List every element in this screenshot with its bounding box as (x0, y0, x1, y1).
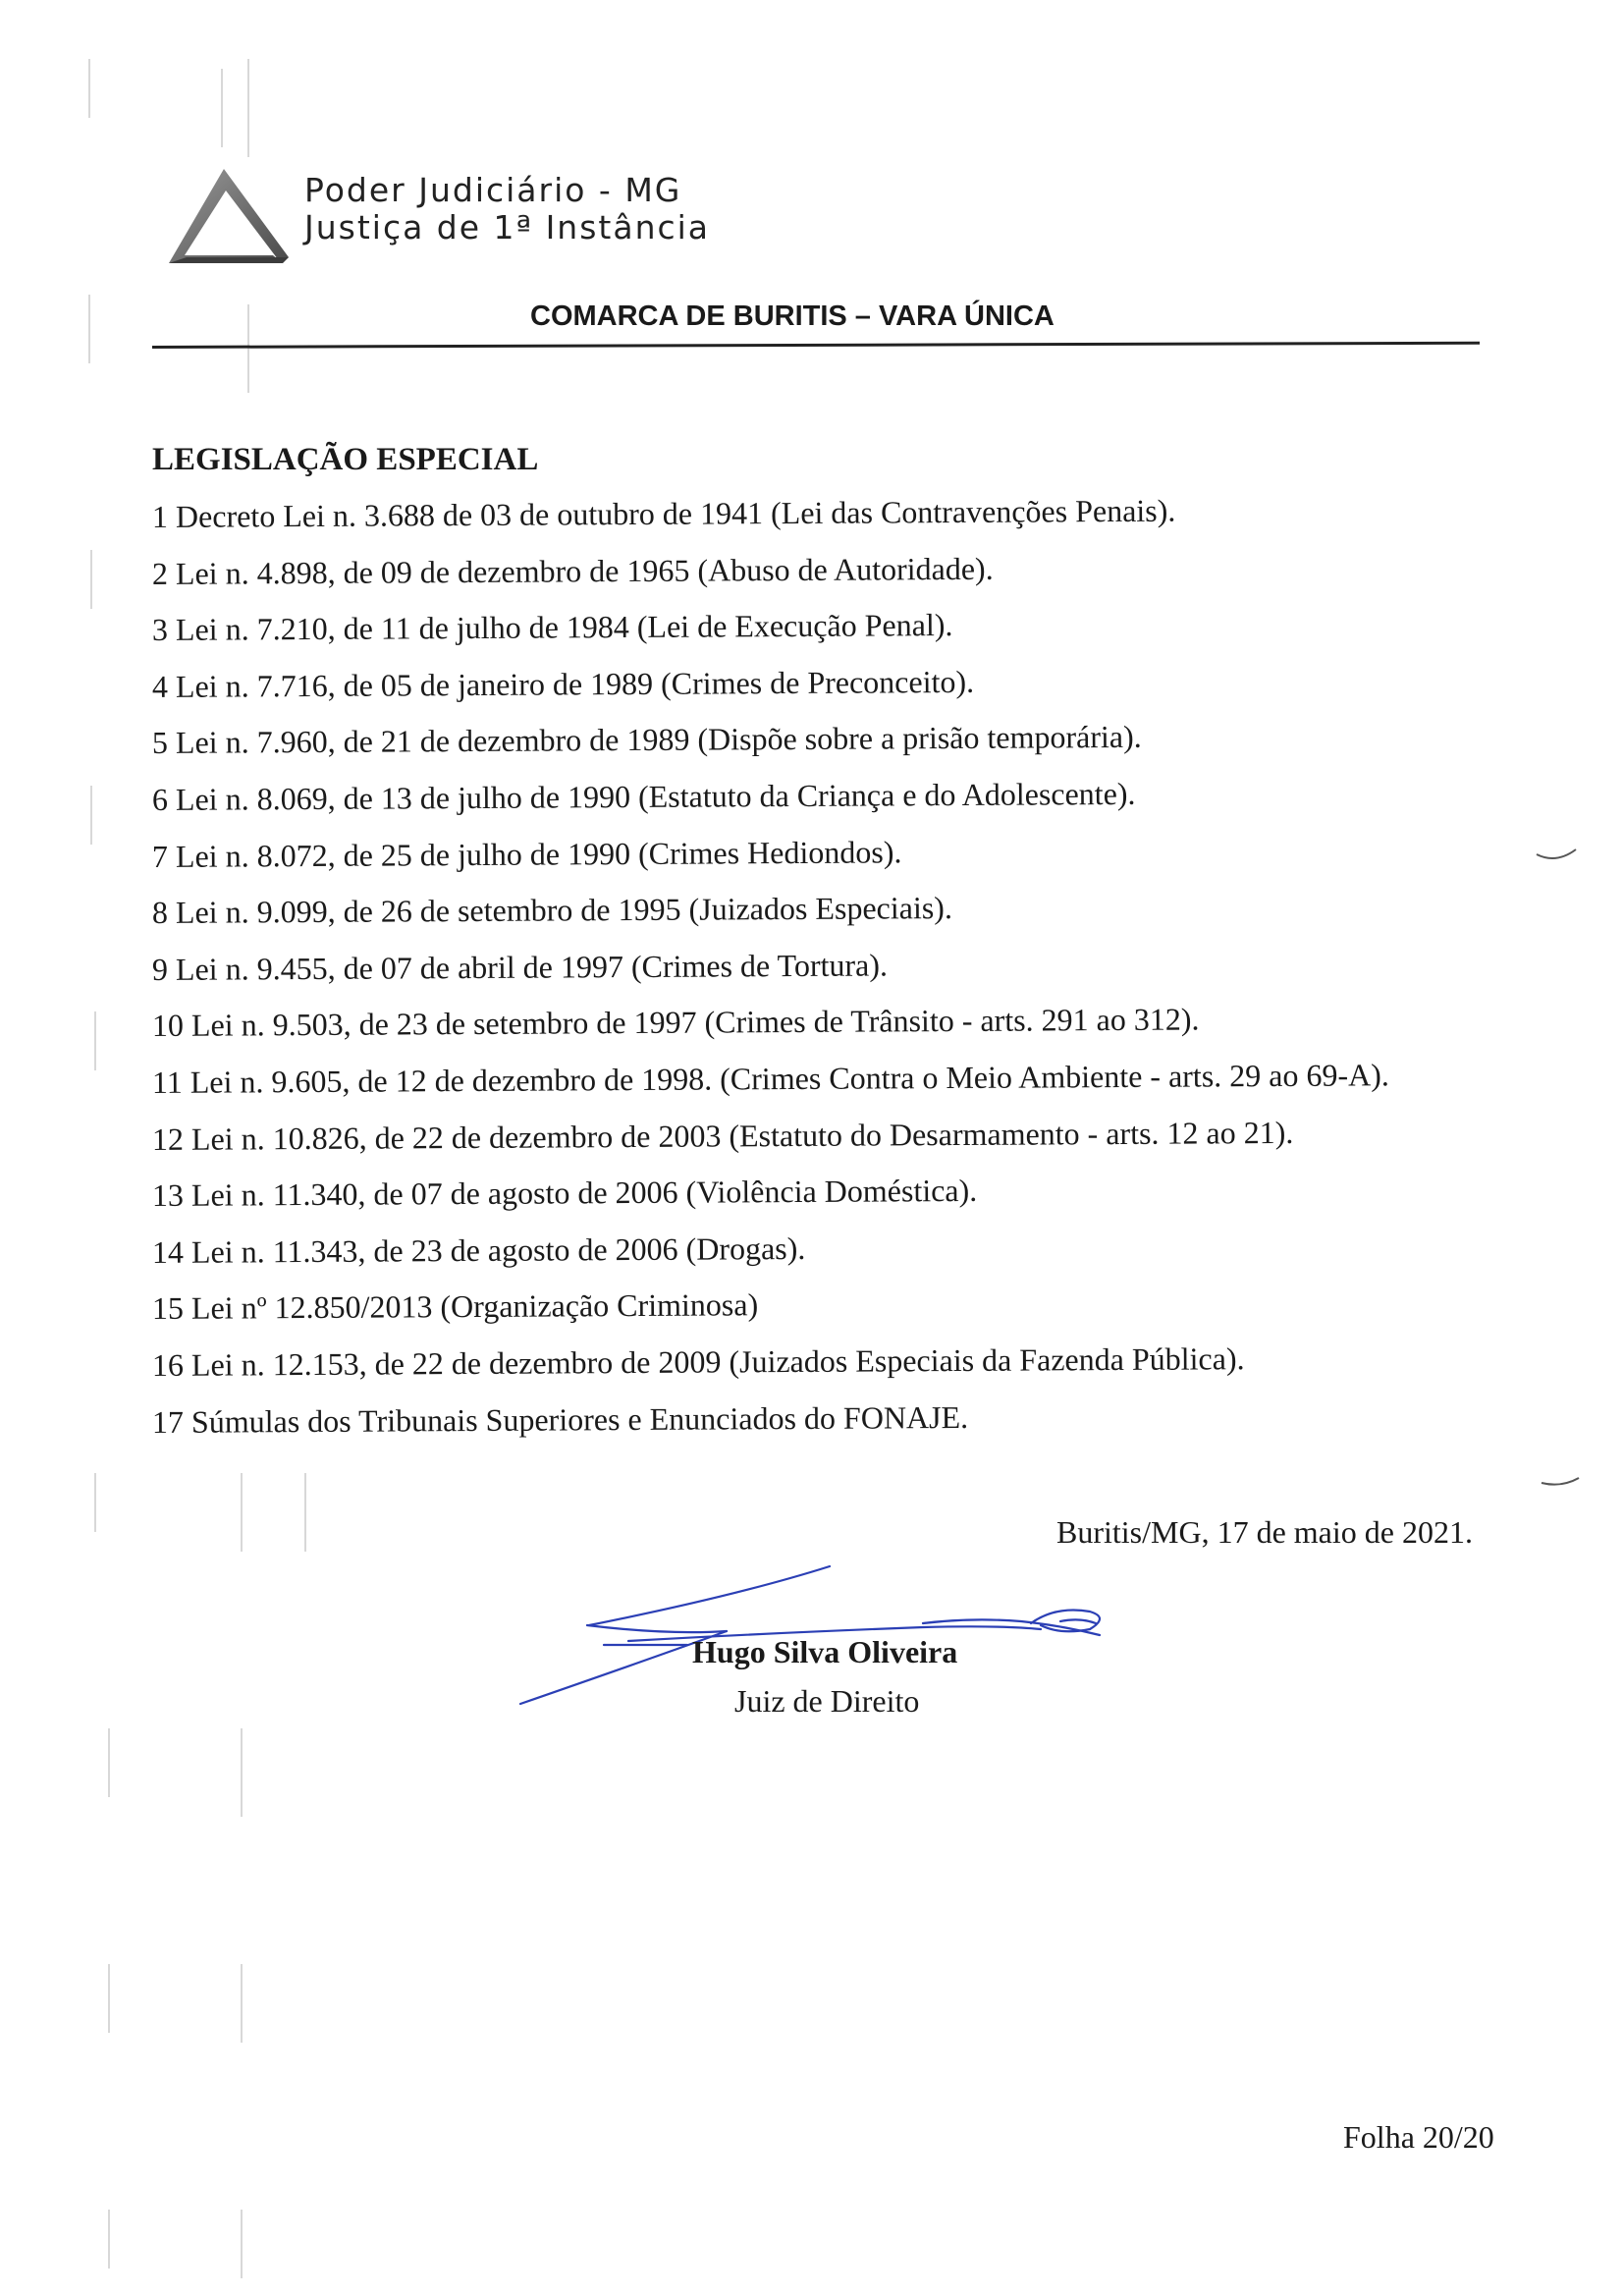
list-item: 13 Lei n. 11.340, de 07 de agosto de 2006 (Violência Doméstica). (151, 1172, 978, 1214)
list-item: 9 Lei n. 9.455, de 07 de abril de 1997 (Crimes de Tortura). (151, 947, 889, 987)
list-item: 1 Decreto Lei n. 3.688 de 03 de outubro de 1941 (Lei das Contravenções Penais). (151, 492, 1176, 534)
list-item: 5 Lei n. 7.960, de 21 de dezembro de 1989 (Dispõe sobre a prisão temporária). (151, 719, 1142, 761)
judiciary-triangle-logo (167, 167, 290, 267)
legislation-list (152, 489, 1389, 1450)
list-item: 12 Lei n. 10.826, de 22 de dezembro de 2003 (Estatuto do Desarmamento - arts. 12 ao 21). (151, 1114, 1294, 1157)
list-item: 10 Lei n. 9.503, de 23 de setembro de 1997 (Crimes de Trânsito - arts. 291 ao 312). (151, 1001, 1200, 1044)
list-item: 16 Lei n. 12.153, de 22 de dezembro de 2009 (Juizados Especiais da Fazenda Pública). (151, 1340, 1245, 1383)
page-number: Folha 20/20 (1343, 2119, 1494, 2155)
instance-name: Justiça de 1ª Instância (304, 208, 711, 246)
list-item: 8 Lei n. 9.099, de 26 de setembro de 1995 (Juizados Especiais). (151, 890, 952, 931)
signer-name: Hugo Silva Oliveira (692, 1634, 958, 1669)
list-item: 4 Lei n. 7.716, de 05 de janeiro de 1989 (Crimes de Preconceito). (151, 663, 975, 704)
court-name: COMARCA DE BURITIS – VARA ÚNICA (530, 301, 1055, 332)
list-item: 7 Lei n. 8.072, de 25 de julho de 1990 (Crimes Hediondos). (151, 833, 902, 874)
institution-name: Poder Judiciário - MG (304, 171, 682, 209)
section-title: LEGISLAÇÃO ESPECIAL (152, 442, 539, 477)
list-item: 17 Súmulas dos Tribunais Superiores e Enunciados do FONAJE. (151, 1398, 969, 1440)
list-item: 11 Lei n. 9.605, de 12 de dezembro de 1998. (Crimes Contra o Meio Ambiente - arts. 29 ao 69-A). (151, 1057, 1389, 1100)
list-item: 14 Lei n. 11.343, de 23 de agosto de 2006 (Drogas). (151, 1230, 806, 1270)
list-item: 15 Lei nº 12.850/2013 (Organização Criminosa) (151, 1286, 759, 1327)
signer-title: Juiz de Direito (734, 1683, 920, 1719)
list-item: 6 Lei n. 8.069, de 13 de julho de 1990 (Estatuto da Criança e do Adolescente). (151, 775, 1136, 817)
list-item: 3 Lei n. 7.210, de 11 de julho de 1984 (Lei de Execução Penal). (151, 607, 953, 648)
list-item: 2 Lei n. 4.898, de 09 de dezembro de 1965 (Abuso de Autoridade). (151, 550, 994, 591)
place-and-date: Buritis/MG, 17 de maio de 2021. (1056, 1514, 1473, 1550)
